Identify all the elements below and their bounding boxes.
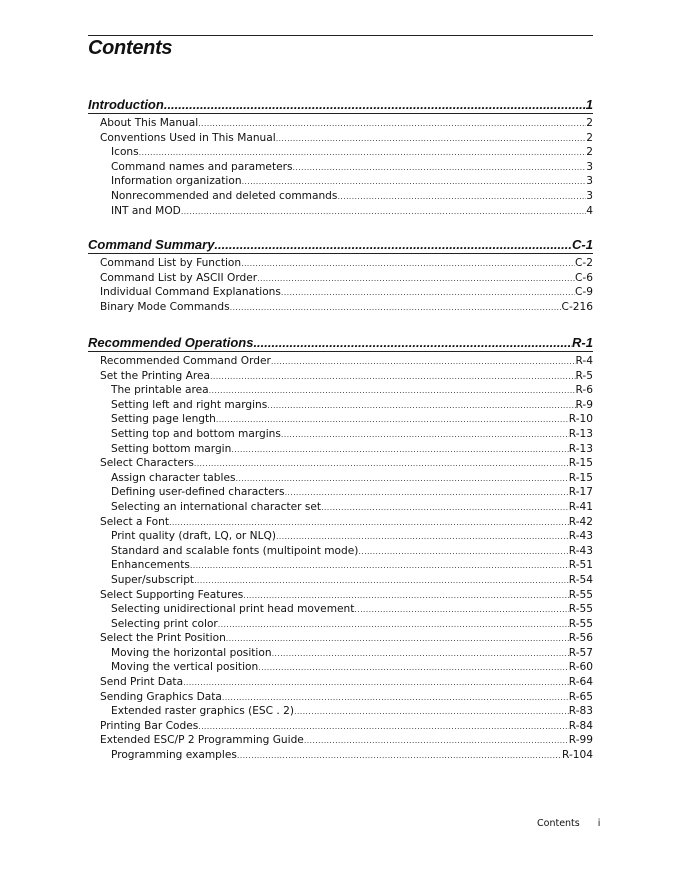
toc-entry-label: Command names and parameters <box>111 160 293 173</box>
toc-entry[interactable] <box>88 354 593 369</box>
toc-entry-label: Select Supporting Features <box>100 588 244 601</box>
toc-entry[interactable] <box>88 485 593 500</box>
toc-entry-page: R-6 <box>575 384 593 397</box>
toc-entry-page: R-65 <box>568 690 593 703</box>
dot-leader <box>281 428 569 443</box>
toc-entry[interactable] <box>88 427 593 442</box>
dot-leader <box>230 301 562 316</box>
toc-entry-label: Print quality (draft, LQ, or NLQ) <box>111 530 276 543</box>
toc-entry-page: C-6 <box>575 271 593 284</box>
dot-leader <box>198 117 586 132</box>
toc-entry-label: Moving the vertical position <box>111 661 259 674</box>
toc-entry-label: Selecting an international character set <box>111 500 322 513</box>
toc-entry-page: R-5 <box>575 369 593 382</box>
dot-leader <box>276 132 587 147</box>
section-heading[interactable] <box>88 335 593 352</box>
dot-leader <box>226 632 569 647</box>
toc-entry-label: Super/subscript <box>111 573 195 586</box>
toc-entry-label: Binary Mode Commands <box>100 300 230 313</box>
dot-leader <box>285 486 569 501</box>
dot-leader <box>257 272 575 287</box>
toc-entry[interactable] <box>88 558 593 573</box>
toc-entry-page: R-43 <box>568 544 593 557</box>
section-heading[interactable] <box>88 237 593 254</box>
toc-entry-label: Command List by ASCII Order <box>100 271 258 284</box>
toc-entry-page: R-55 <box>568 617 593 630</box>
section-heading-label: Introduction <box>88 97 164 112</box>
dot-leader <box>281 286 575 301</box>
dot-leader <box>321 501 569 516</box>
toc-entry[interactable] <box>88 204 593 219</box>
toc-entry[interactable] <box>88 383 593 398</box>
toc-entry-label: Extended raster graphics (ESC . 2) <box>111 705 295 718</box>
toc-entry-page: 2 <box>586 131 593 144</box>
toc-entry-page: R-9 <box>575 398 593 411</box>
toc-entry-label: Setting bottom margin <box>111 442 232 455</box>
toc-entry-label: Individual Command Explanations <box>100 286 281 299</box>
dot-leader <box>222 691 569 706</box>
toc-entry-label: Select a Font <box>100 515 169 528</box>
dot-leader <box>210 370 575 385</box>
toc-entry-label: Select the Print Position <box>100 632 226 645</box>
toc-entry[interactable] <box>88 398 593 413</box>
toc-entry-label: Conventions Used in This Manual <box>100 131 276 144</box>
toc-entry-label: Selecting print color <box>111 617 218 630</box>
toc-entry[interactable] <box>88 660 593 675</box>
dot-leader <box>181 205 586 220</box>
dot-leader <box>218 618 569 633</box>
toc-entry-page: R-13 <box>568 427 593 440</box>
toc-entry-label: Nonrecommended and deleted commands <box>111 189 338 202</box>
dot-leader <box>235 472 568 487</box>
toc-entry[interactable] <box>88 145 593 160</box>
dot-leader <box>354 603 568 618</box>
toc-entry-label: Enhancements <box>111 559 190 572</box>
section-heading-label: Command Summary <box>88 237 215 252</box>
dot-leader <box>183 676 569 691</box>
toc-entry[interactable] <box>88 456 593 471</box>
dot-leader <box>209 384 576 399</box>
toc-entry[interactable] <box>88 544 593 559</box>
toc-entry-label: Selecting unidirectional print head movement <box>111 603 355 616</box>
toc-entry-page: R-83 <box>568 705 593 718</box>
page-footer <box>537 818 600 829</box>
toc-entry-label: Standard and scalable fonts (multipoint mode) <box>111 544 359 557</box>
dot-leader <box>294 705 569 720</box>
toc-entry[interactable] <box>88 174 593 189</box>
dot-leader <box>272 647 569 662</box>
toc-entry[interactable] <box>88 573 593 588</box>
toc-entry[interactable] <box>88 160 593 175</box>
toc-entry-page: R-4 <box>575 355 593 367</box>
toc-entry-list <box>88 116 593 218</box>
dot-leader <box>194 457 569 472</box>
toc-entry-label: Assign character tables <box>111 471 236 484</box>
toc-entry[interactable] <box>88 646 593 661</box>
toc-entry-label: Setting top and bottom margins <box>111 427 281 440</box>
toc-entry[interactable] <box>88 690 593 705</box>
toc-entry[interactable] <box>88 733 593 748</box>
toc-entry[interactable] <box>88 369 593 384</box>
dot-leader <box>190 559 569 574</box>
toc-entry-label: INT and MOD <box>111 204 181 217</box>
section-heading-label: Recommended Operations <box>88 335 254 350</box>
dot-leader <box>337 190 586 205</box>
dot-leader <box>241 257 575 272</box>
toc-entry-page: R-104 <box>562 749 593 762</box>
toc-entry[interactable] <box>88 442 593 457</box>
dot-leader <box>139 146 587 161</box>
toc-section <box>88 237 593 314</box>
toc-entry-page: R-84 <box>568 719 593 732</box>
toc-section <box>88 97 593 218</box>
dot-leader <box>293 161 587 176</box>
toc-entry-page: C-9 <box>575 286 593 299</box>
toc-entry-page: R-10 <box>568 413 593 426</box>
toc-section <box>88 335 593 763</box>
toc-entry-label: About This Manual <box>100 117 199 129</box>
toc-entry[interactable] <box>88 675 593 690</box>
toc-entry-page: R-99 <box>568 734 593 747</box>
toc-entry[interactable] <box>88 748 593 763</box>
toc-entry-label: Extended ESC/P 2 Programming Guide <box>100 734 304 747</box>
toc-entry-page: R-55 <box>568 588 593 601</box>
toc-entry[interactable] <box>88 300 593 315</box>
toc-entry[interactable] <box>88 412 593 427</box>
toc-entry-page: 4 <box>586 204 593 217</box>
dot-leader <box>198 720 569 735</box>
toc-entry[interactable] <box>88 617 593 632</box>
toc-entry[interactable] <box>88 704 593 719</box>
toc-entry-label: Programming examples <box>111 749 237 762</box>
toc-entry-page: R-51 <box>568 559 593 572</box>
toc-entry-label: Sending Graphics Data <box>100 690 222 703</box>
top-rule <box>88 35 593 36</box>
toc-entry-list <box>88 256 593 314</box>
toc-entry-page: C-2 <box>575 257 593 269</box>
dot-leader <box>358 545 568 560</box>
toc-entry-page: 3 <box>586 175 593 188</box>
dot-leader <box>169 516 569 531</box>
toc-entry-page: R-42 <box>568 515 593 528</box>
toc-entry-page: R-43 <box>568 530 593 543</box>
section-heading-page: 1 <box>585 97 593 112</box>
toc-entry[interactable] <box>88 116 593 131</box>
toc-entry[interactable] <box>88 515 593 530</box>
toc-entry-label: Information organization <box>111 175 242 188</box>
toc-entry-page: R-64 <box>568 676 593 689</box>
toc-entry-page: 3 <box>586 189 593 202</box>
toc-entry-page: R-15 <box>568 471 593 484</box>
section-heading-page: R-1 <box>572 335 593 350</box>
toc-entry-page: 3 <box>586 160 593 173</box>
dot-leader <box>304 734 569 749</box>
section-heading[interactable] <box>88 97 593 114</box>
toc-entry-label: Select Characters <box>100 457 194 470</box>
dot-leader <box>253 335 572 351</box>
toc-entry[interactable] <box>88 631 593 646</box>
toc-entry-list <box>88 354 593 763</box>
toc-entry-page: 2 <box>586 117 593 129</box>
toc-entry-label: Set the Printing Area <box>100 369 211 382</box>
toc-entry-page: R-17 <box>568 486 593 499</box>
toc-entry[interactable] <box>88 271 593 286</box>
toc-entry-page: R-56 <box>568 632 593 645</box>
toc-entry-label: Icons <box>111 146 139 159</box>
dot-leader <box>237 749 562 764</box>
toc-entry-page: R-54 <box>568 573 593 586</box>
toc-entry[interactable] <box>88 529 593 544</box>
toc-entry-page: R-55 <box>568 603 593 616</box>
dot-leader <box>214 237 572 253</box>
toc-entry-label: Send Print Data <box>100 676 184 689</box>
dot-leader <box>267 399 575 414</box>
dot-leader <box>231 443 568 458</box>
toc-entry[interactable] <box>88 471 593 486</box>
toc-entry-label: Defining user-defined characters <box>111 486 285 499</box>
toc-entry[interactable] <box>88 189 593 204</box>
toc-entry-label: Setting page length <box>111 413 216 426</box>
toc-entry[interactable] <box>88 602 593 617</box>
toc-entry-label: Recommended Command Order <box>100 355 271 367</box>
dot-leader <box>216 413 569 428</box>
section-heading-page: C-1 <box>572 237 593 252</box>
toc-entry[interactable] <box>88 256 593 271</box>
dot-leader <box>271 355 576 370</box>
dot-leader <box>194 574 569 589</box>
dot-leader <box>258 661 569 676</box>
toc-entry-label: Command List by Function <box>100 257 242 269</box>
toc-entry-page: R-13 <box>568 442 593 455</box>
toc-entry[interactable] <box>88 719 593 734</box>
toc-entry-label: Printing Bar Codes <box>100 719 199 732</box>
toc-entry[interactable] <box>88 131 593 146</box>
toc-entry[interactable] <box>88 285 593 300</box>
dot-leader <box>243 589 569 604</box>
page-title: Contents <box>88 37 173 59</box>
dot-leader <box>276 530 569 545</box>
toc-entry-page: R-41 <box>568 500 593 513</box>
toc-entry-label: Moving the horizontal position <box>111 646 272 659</box>
toc-entry[interactable] <box>88 588 593 603</box>
footer-page-number: i <box>597 818 601 829</box>
dot-leader <box>242 175 587 190</box>
toc-entry-page: R-60 <box>568 661 593 674</box>
toc-entry-label: Setting left and right margins <box>111 398 268 411</box>
dot-leader <box>164 97 586 113</box>
toc-entry-page: R-15 <box>568 457 593 470</box>
toc-entry[interactable] <box>88 500 593 515</box>
toc-entry-page: 2 <box>586 146 593 159</box>
toc-entry-page: R-57 <box>568 646 593 659</box>
toc-entry-page: C-216 <box>561 300 593 313</box>
toc-entry-label: The printable area <box>111 384 209 397</box>
footer-label: Contents <box>537 818 580 829</box>
